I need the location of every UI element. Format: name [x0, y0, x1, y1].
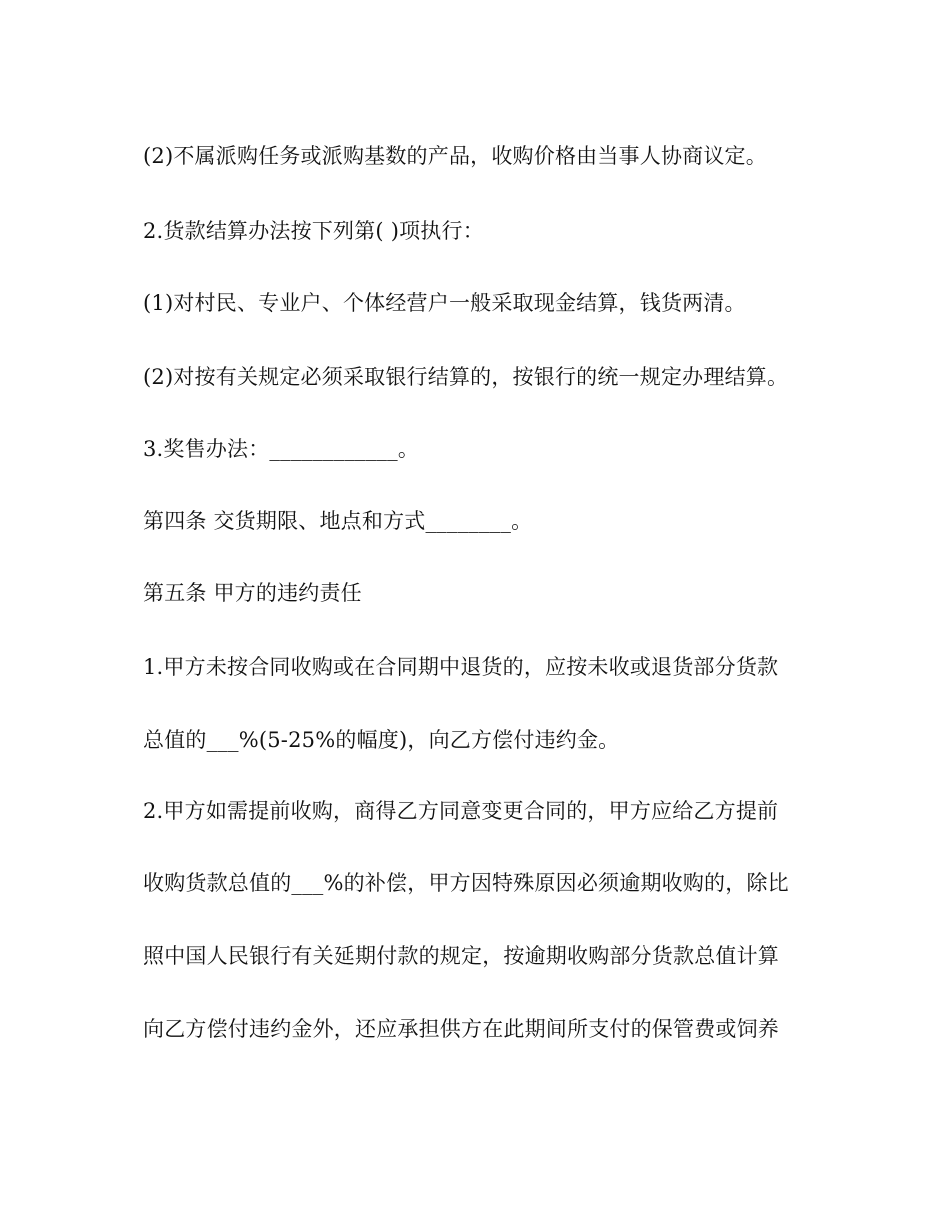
section-heading: 第五条 甲方的违约责任: [143, 581, 362, 605]
text-line: (1)对村民、专业户、个体经营户一般采取现金结算，钱货两清。: [143, 291, 746, 315]
text-line: (2)不属派购任务或派购基数的产品，收购价格由当事人协商议定。: [143, 144, 767, 168]
text-line: 照中国人民银行有关延期付款的规定，按逾期收购部分货款总值计算: [143, 944, 779, 968]
section-heading: 第四条 交货期限、地点和方式________。: [143, 509, 533, 533]
text-line: 2.货款结算办法按下列第( )项执行：: [143, 219, 484, 243]
text-line: 向乙方偿付违约金外，还应承担供方在此期间所支付的保管费或饲养: [143, 1017, 779, 1041]
text-line: 2.甲方如需提前收购，商得乙方同意变更合同的，甲方应给乙方提前: [143, 799, 779, 823]
text-line: 1.甲方未按合同收购或在合同期中退货的，应按未收或退货部分货款: [143, 655, 779, 679]
text-line: 总值的___%(5-25%的幅度)，向乙方偿付违约金。: [143, 728, 620, 752]
text-line: (2)对按有关规定必须采取银行结算的，按银行的统一规定办理结算。: [143, 365, 789, 389]
text-line: 3.奖售办法：____________。: [143, 437, 420, 461]
text-line: 收购货款总值的___%的补偿，甲方因特殊原因必须逾期收购的，除比: [143, 871, 789, 895]
